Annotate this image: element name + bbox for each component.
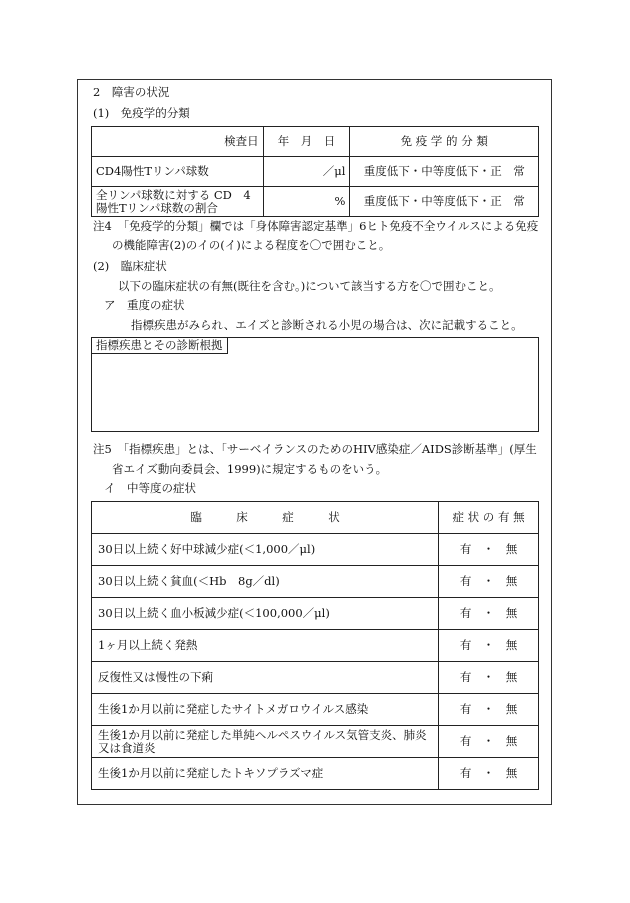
cd4-ratio-value[interactable]: % (263, 187, 350, 217)
exam-date-value[interactable]: 年 月 日 (263, 127, 350, 157)
cd4-ratio-label-line2: 陽性Tリンパ球数の割合 (96, 200, 218, 215)
presence-options[interactable]: 有 ・ 無 (439, 534, 539, 566)
symptom-header-row (92, 502, 539, 534)
presence-options[interactable]: 有 ・ 無 (439, 630, 539, 662)
exam-date-label: 検査日 (92, 127, 264, 157)
cd4-ratio-class-options[interactable]: 重度低下・中等度低下・正 常 (350, 187, 539, 217)
cd4-count-label: CD4陽性Tリンパ球数 (92, 157, 264, 187)
immune-class-header: 免 疫 学 的 分 類 (350, 127, 539, 157)
indicator-disease-label: 指標疾患とその診断根拠 (91, 337, 228, 354)
note5-line1: 注5 「指標疾患」とは、「サーベイランスのためのHIV感染症／AIDS診断基準」(厚生 (93, 442, 537, 456)
presence-options[interactable]: 有 ・ 無 (439, 598, 539, 630)
table-row (92, 157, 539, 187)
symptom-name: 生後1か月以前に発症した単純ヘルペスウイルス気管支炎、肺炎又は食道炎 (92, 726, 439, 758)
symptom-name: 30日以上続く好中球減少症(＜1,000／μl) (92, 534, 439, 566)
cd4-ratio-label (92, 187, 264, 217)
severe-heading: ア 重度の症状 (104, 298, 185, 312)
symptom-name: 1ヶ月以上続く発熱 (92, 630, 439, 662)
symptom-name: 生後1か月以前に発症したトキソプラズマ症 (92, 758, 439, 790)
symptom-name: 反復性又は慢性の下痢 (92, 662, 439, 694)
moderate-symptom-table (91, 501, 539, 790)
presence-options[interactable]: 有 ・ 無 (439, 726, 539, 758)
note4-line1: 注4 「免疫学的分類」欄では「身体障害認定基準」6ヒト免疫不全ウイルスによる免疫 (93, 219, 539, 233)
section-title: 2 障害の状況 (93, 85, 170, 99)
table-row (92, 726, 539, 758)
moderate-heading: イ 中等度の症状 (104, 481, 196, 495)
presence-options[interactable]: 有 ・ 無 (439, 566, 539, 598)
table-row (92, 534, 539, 566)
table-row (92, 758, 539, 790)
presence-options[interactable]: 有 ・ 無 (439, 758, 539, 790)
table-row (92, 662, 539, 694)
clinical-heading: (2) 臨床症状 (93, 259, 167, 273)
indicator-disease-box[interactable] (91, 337, 539, 432)
table-row (92, 694, 539, 726)
table-row (92, 187, 539, 217)
table-row (92, 598, 539, 630)
immune-table (91, 126, 539, 217)
symptom-name: 生後1か月以前に発症したサイトメガロウイルス感染 (92, 694, 439, 726)
cd4-count-class-options[interactable]: 重度低下・中等度低下・正 常 (350, 157, 539, 187)
presence-options[interactable]: 有 ・ 無 (439, 694, 539, 726)
symptom-column-header: 臨 床 症 状 (92, 502, 439, 534)
immune-subheading: (1) 免疫学的分類 (93, 106, 190, 120)
note4-line2: の機能障害(2)のイの(イ)による程度を〇で囲むこと。 (112, 238, 391, 252)
symptom-name: 30日以上続く貧血(＜Hb 8g／dl) (92, 566, 439, 598)
table-row (92, 630, 539, 662)
clinical-intro: 以下の臨床症状の有無(既往を含む。)について該当する方を〇で囲むこと。 (118, 279, 501, 293)
immune-header-row (92, 127, 539, 157)
cd4-count-value[interactable]: ／μl (263, 157, 350, 187)
cd4-ratio-label-line1: 全リンパ球数に対する CD 4 (96, 187, 251, 202)
symptom-name: 30日以上続く血小板減少症(＜100,000／μl) (92, 598, 439, 630)
presence-options[interactable]: 有 ・ 無 (439, 662, 539, 694)
table-row (92, 566, 539, 598)
presence-column-header: 症 状 の 有 無 (439, 502, 539, 534)
severe-text: 指標疾患がみられ、エイズと診断される小児の場合は、次に記載すること。 (131, 318, 523, 332)
note5-line2: 省エイズ動向委員会、1999)に規定するものをいう。 (112, 462, 388, 476)
